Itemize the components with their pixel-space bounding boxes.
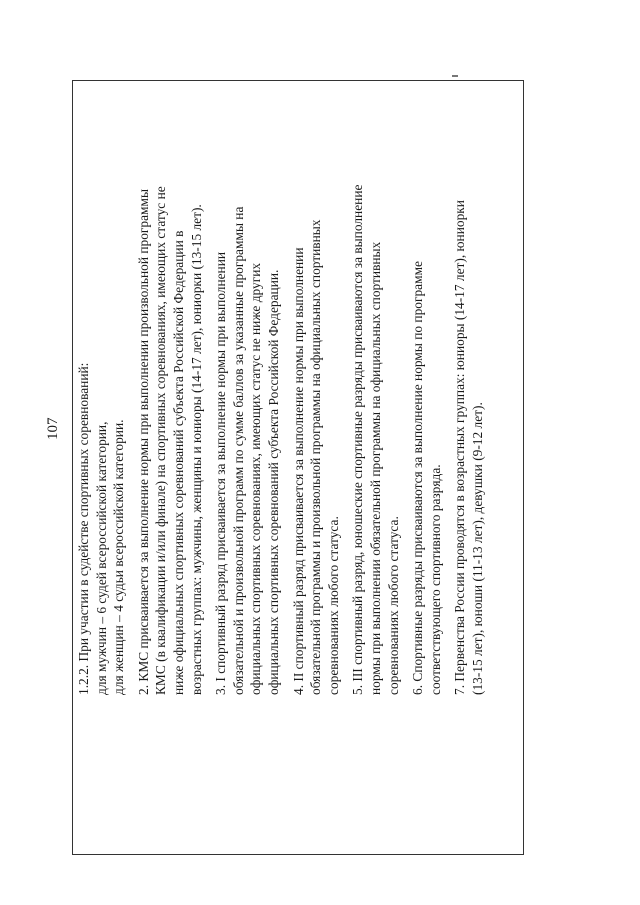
text-line: официальных спортивных соревнованиях, имеющих статус не ниже других — [248, 262, 264, 695]
paragraph-rank-6 — [409, 80, 444, 695]
table-cell-content — [73, 80, 524, 695]
paragraph-rank-3 — [349, 80, 402, 695]
text-line: обязательной и произвольной программ по сумме баллов за указанные программы на — [230, 206, 246, 695]
paragraph-judging — [75, 80, 128, 695]
paragraph-rank-1 — [212, 80, 282, 695]
text-line: официальных спортивных соревнований субъекта Российской Федерации. — [265, 269, 281, 695]
text-line: соревнованиях любого статуса. — [325, 516, 341, 695]
text-line: для женщин – 4 судьи всероссийской категории. — [111, 419, 127, 695]
text-line: КМС (в квалификации и/или финале) на спортивных соревнованиях, имеющих статус не — [153, 186, 169, 695]
text-line: 1.2.2. При участии в судействе спортивных соревнований: — [76, 362, 91, 695]
text-line: соревнованиях любого статуса. — [385, 516, 401, 695]
text-line: (13-15 лет), юноши (11-13 лет), девушки (9-12 лет). — [469, 402, 485, 695]
text-line: 6. Спортивные разряды присваиваются за выполнение нормы по программе — [410, 260, 426, 695]
text-line: ниже официальных спортивных соревнований субъекта Российской Федерации в — [170, 230, 186, 695]
text-line: 5. III спортивный разряд, юношеские спортивные разряды присваиваются за выполнение — [350, 184, 366, 695]
text-line: возрастных группах: мужчины, женщины и юниоры (14-17 лет), юниорки (13-15 лет). — [188, 204, 204, 695]
paragraph-rank-2 — [290, 80, 343, 695]
text-line: 4. II спортивный разряд присваивается за выполнение нормы при выполнении — [290, 247, 306, 695]
text-line: нормы при выполнении обязательной программы на официальных спортивных — [367, 241, 383, 695]
text-line: 7. Первенства России проводятся в возрастных группах: юниоры (14-17 лет), юниорки — [452, 200, 468, 695]
scan-mark — [452, 75, 458, 77]
text-line: 2. КМС присваивается за выполнение нормы при выполнении произвольной программы — [135, 189, 151, 695]
text-line: соответствующего спортивного разряда. — [427, 464, 443, 695]
text-line: 3. I спортивный разряд присваивается за выполнение нормы при выполнении — [213, 251, 229, 695]
text-line: обязательной программы и произвольной программы на официальных спортивных — [308, 219, 324, 695]
paragraph-championships — [451, 80, 486, 695]
paragraph-kms — [135, 80, 205, 695]
page-number: 107 — [45, 417, 61, 440]
text-line: для мужчин – 6 судей всероссийской категории, — [93, 421, 109, 695]
